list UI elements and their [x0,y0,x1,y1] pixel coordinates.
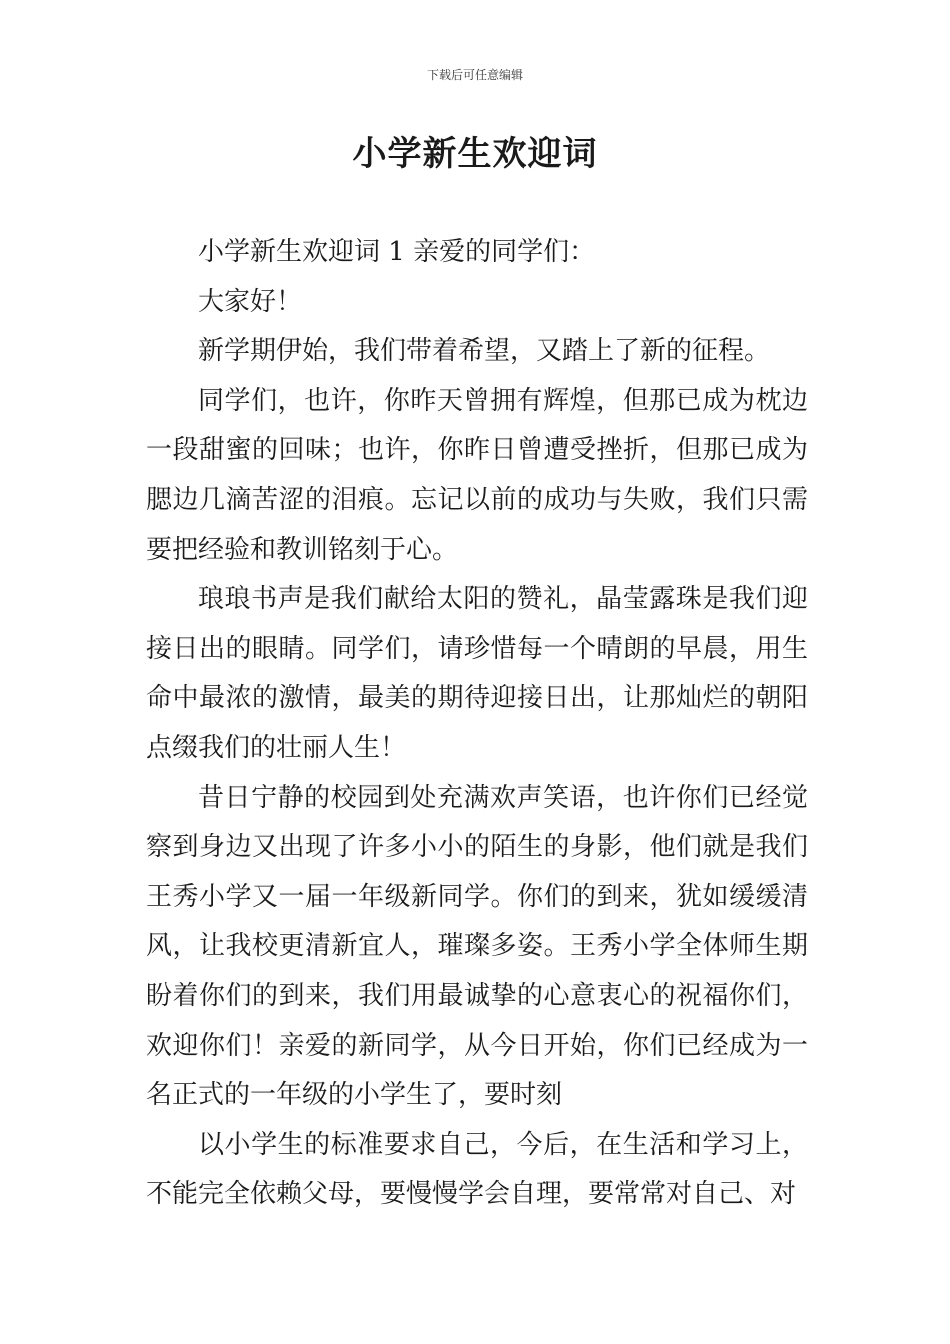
paragraph-past: 同学们，也许，你昨天曾拥有辉煌，但那已成为枕边一段甜蜜的回味；也许，你昨日曾遭受挫折，但那已成为腮边几滴苦涩的泪痕。忘记以前的成功与失败，我们只需要把经验和教训铭刻于心。 [146,385,808,565]
paragraph-greeting-line: 小学新生欢迎词 1 亲爱的同学们： [198,237,596,267]
paragraph-hello: 大家好！ [198,286,303,317]
header-note: 下载后可任意编辑 [426,68,523,82]
document-title: 小学新生欢迎词 [352,134,598,174]
paragraph-new-term: 新学期伊始，我们带着希望，又踏上了新的征程。 [198,336,771,367]
document-body [146,228,808,1220]
paragraph-standards: 以小学生的标准要求自己，今后，在生活和学习上，不能完全依赖父母，要慢慢学会自理，要常常对自己、对 [146,1129,808,1210]
paragraph-morning: 琅琅书声是我们献给太阳的赞礼，晶莹露珠是我们迎接日出的眼睛。同学们，请珍惜每一个晴朗的早晨，用生命中最浓的激情，最美的期待迎接日出，让那灿烂的朝阳点缀我们的壮丽人生！ [146,584,808,763]
paragraph-welcome: 昔日宁静的校园到处充满欢声笑语，也许你们已经觉察到身边又出现了许多小小的陌生的身影，他们就是我们王秀小学又一届一年级新同学。你们的到来，犹如缓缓清风，让我校更清新宜人，璀璨多姿。王秀小学全体师生期盼着你们的到来，我们用最诚挚的心意衷心的祝福你们，欢迎你们！亲爱的新同学，从今日开始，你们已经成为一名正式的一年级的小学生了，要时刻 [146,782,808,1111]
